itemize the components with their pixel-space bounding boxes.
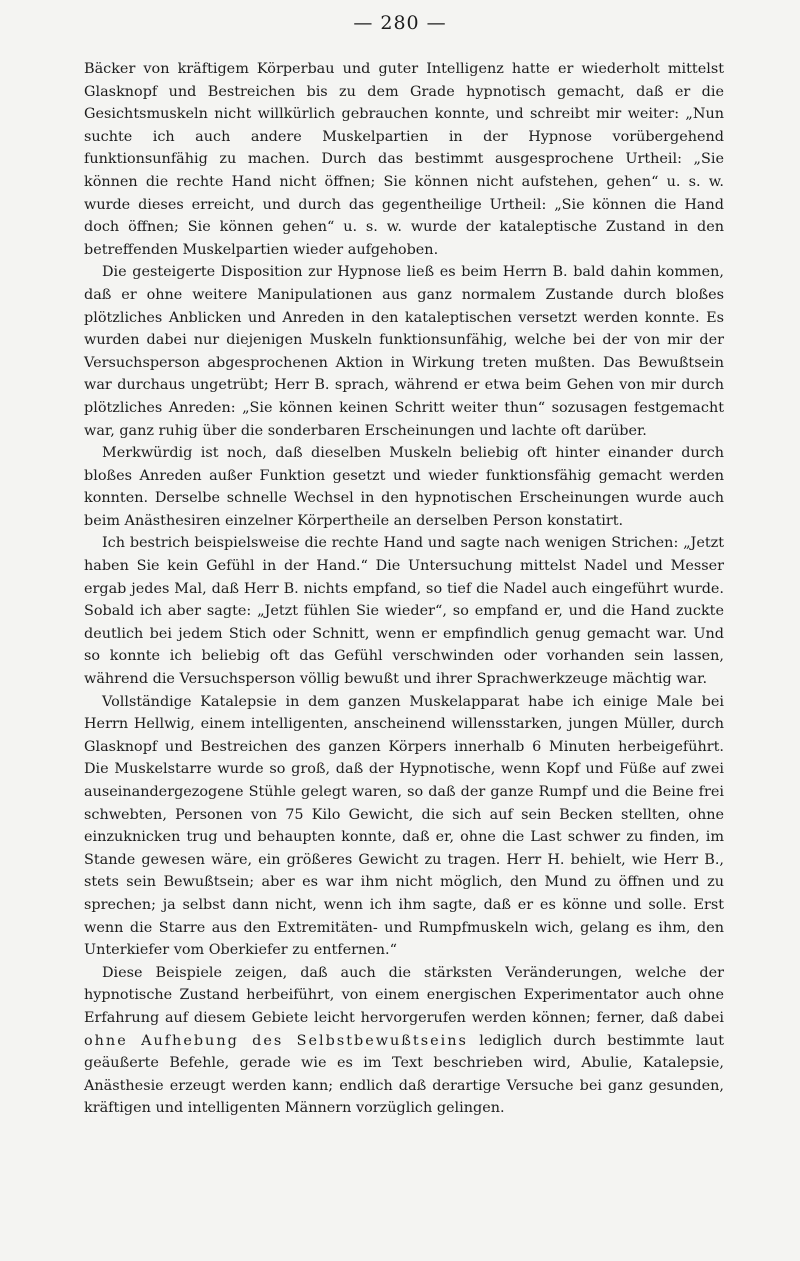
paragraph-1: Bäcker von kräftigem Körperbau und guter Intelligenz hatte er wiederholt mittelst Glasknopf und Bestreichen bis zu dem Grade hypnotisch gemacht, daß er die Gesichtsmuskeln nicht willkürlich gebrauchen konnte, und schreibt mir weiter: „Nun suchte ich auch andere Muskelpartien in der Hypnose vorübergehend funktionsunfähig zu machen. Durch das bestimmt ausgesprochene Urtheil: „Sie können die rechte Hand nicht öffnen; Sie können nicht aufstehen, gehen“ u. s. w. wurde dieses erreicht, und durch das gegentheilige Urtheil: „Sie können die Hand doch öffnen; Sie können gehen“ u. s. w. wurde der kataleptische Zustand in den betreffenden Muskelpartien wieder aufgehoben. — [84, 61, 724, 258]
emphasized-phrase: ohne Aufhebung des Selbstbewußtseins — [84, 1032, 468, 1049]
paragraph-5: Vollständige Katalepsie in dem ganzen Muskelapparat habe ich einige Male bei Herrn Hellwig, einem intelligenten, anscheinend willensstarken, jungen Müller, durch Glasknopf und Bestreichen des ganzen Körpers innerhalb 6 Minuten herbeigeführt. Die Muskelstarre wurde so groß, daß der Hypnotische, wenn Kopf und Füße auf zwei auseinandergezogene Stühle gelegt waren, so daß der ganze Rumpf und die Beine frei schwebten, Personen von 75 Kilo Gewicht, die sich auf sein Becken stellten, ohne einzuknicken trug und behaupten konnte, daß er, ohne die Last schwer zu finden, im Stande gewesen wäre, ein größeres Gewicht zu tragen. Herr H. behielt, wie Herr B., stets sein Bewußtsein; aber es war ihm nicht möglich, den Mund zu öffnen und zu sprechen; ja selbst dann nicht, wenn ich ihm sagte, daß er es könne und solle. Erst wenn die Starre aus den Extremitäten- und Rumpfmuskeln wich, gelang es ihm, den Unterkiefer vom Oberkiefer zu entfernen.“ — [84, 693, 724, 959]
paragraph-4: Ich bestrich beispielsweise die rechte Hand und sagte nach wenigen Strichen: „Jetzt haben Sie kein Gefühl in der Hand.“ Die Untersuchung mittelst Nadel und Messer ergab jedes Mal, daß Herr B. nichts empfand, so tief die Nadel auch eingeführt wurde. Sobald ich aber sagte: „Jetzt fühlen Sie wieder“, so empfand er, und die Hand zuckte deutlich bei jedem Stich oder Schnitt, wenn er empfindlich genug gemacht war. Und so konnte ich beliebig oft das Gefühl verschwinden oder vorhanden sein lassen, während die Versuchsperson völlig bewußt und ihrer Sprachwerkzeuge mächtig war. — [84, 535, 724, 688]
page-number: — 280 — — [353, 12, 447, 34]
paragraph-3: Merkwürdig ist noch, daß dieselben Muskeln beliebig oft hinter einander durch bloßes Anreden außer Funktion gesetzt und wieder funktionsfähig gemacht werden konnten. Derselbe schnelle Wechsel in den hypnotischen Erscheinungen wurde auch beim Anästhesiren einzelner Körpertheile an derselben Person konstatirt. — [84, 445, 724, 529]
paragraph-6-end: lediglich durch bestimmte laut geäußerte Befehle, gerade wie es im Text beschrieben wird, Abulie, Katalepsie, Anästhesie erzeugt werden kann; endlich daß derartige Versuche bei ganz gesunden, kräftigen und intelligenten Männern vorzüglich gelingen. — [84, 1032, 724, 1117]
paragraph-2: Die gesteigerte Disposition zur Hypnose ließ es beim Herrn B. bald dahin kommen, daß er ohne weitere Manipulationen aus ganz normalem Zustande durch bloßes plötzliches Anblicken und Anreden in den kataleptischen versetzt werden konnte. Es wurden dabei nur diejenigen Muskeln funktionsunfähig, welche bei der von mir der Versuchsperson abgesprochenen Aktion in Wirkung treten mußten. Das Bewußtsein war durchaus ungetrübt; Herr B. sprach, während er etwa beim Gehen von mir durch plötzliches Anreden: „Sie können keinen Schritt weiter thun“ sozusagen festgemacht war, ganz ruhig über die sonderbaren Erscheinungen und lachte oft darüber. — [84, 264, 724, 439]
body-text — [84, 58, 724, 1120]
paragraph-6-start: Diese Beispiele zeigen, daß auch die stärksten Veränderungen, welche der hypnotische Zustand herbeiführt, von einem energischen Experimentator auch ohne Erfahrung auf diesem Gebiete leicht hervorgerufen werden können; ferner, daß dabei — [84, 964, 724, 1026]
paragraph-6 — [84, 962, 724, 1120]
